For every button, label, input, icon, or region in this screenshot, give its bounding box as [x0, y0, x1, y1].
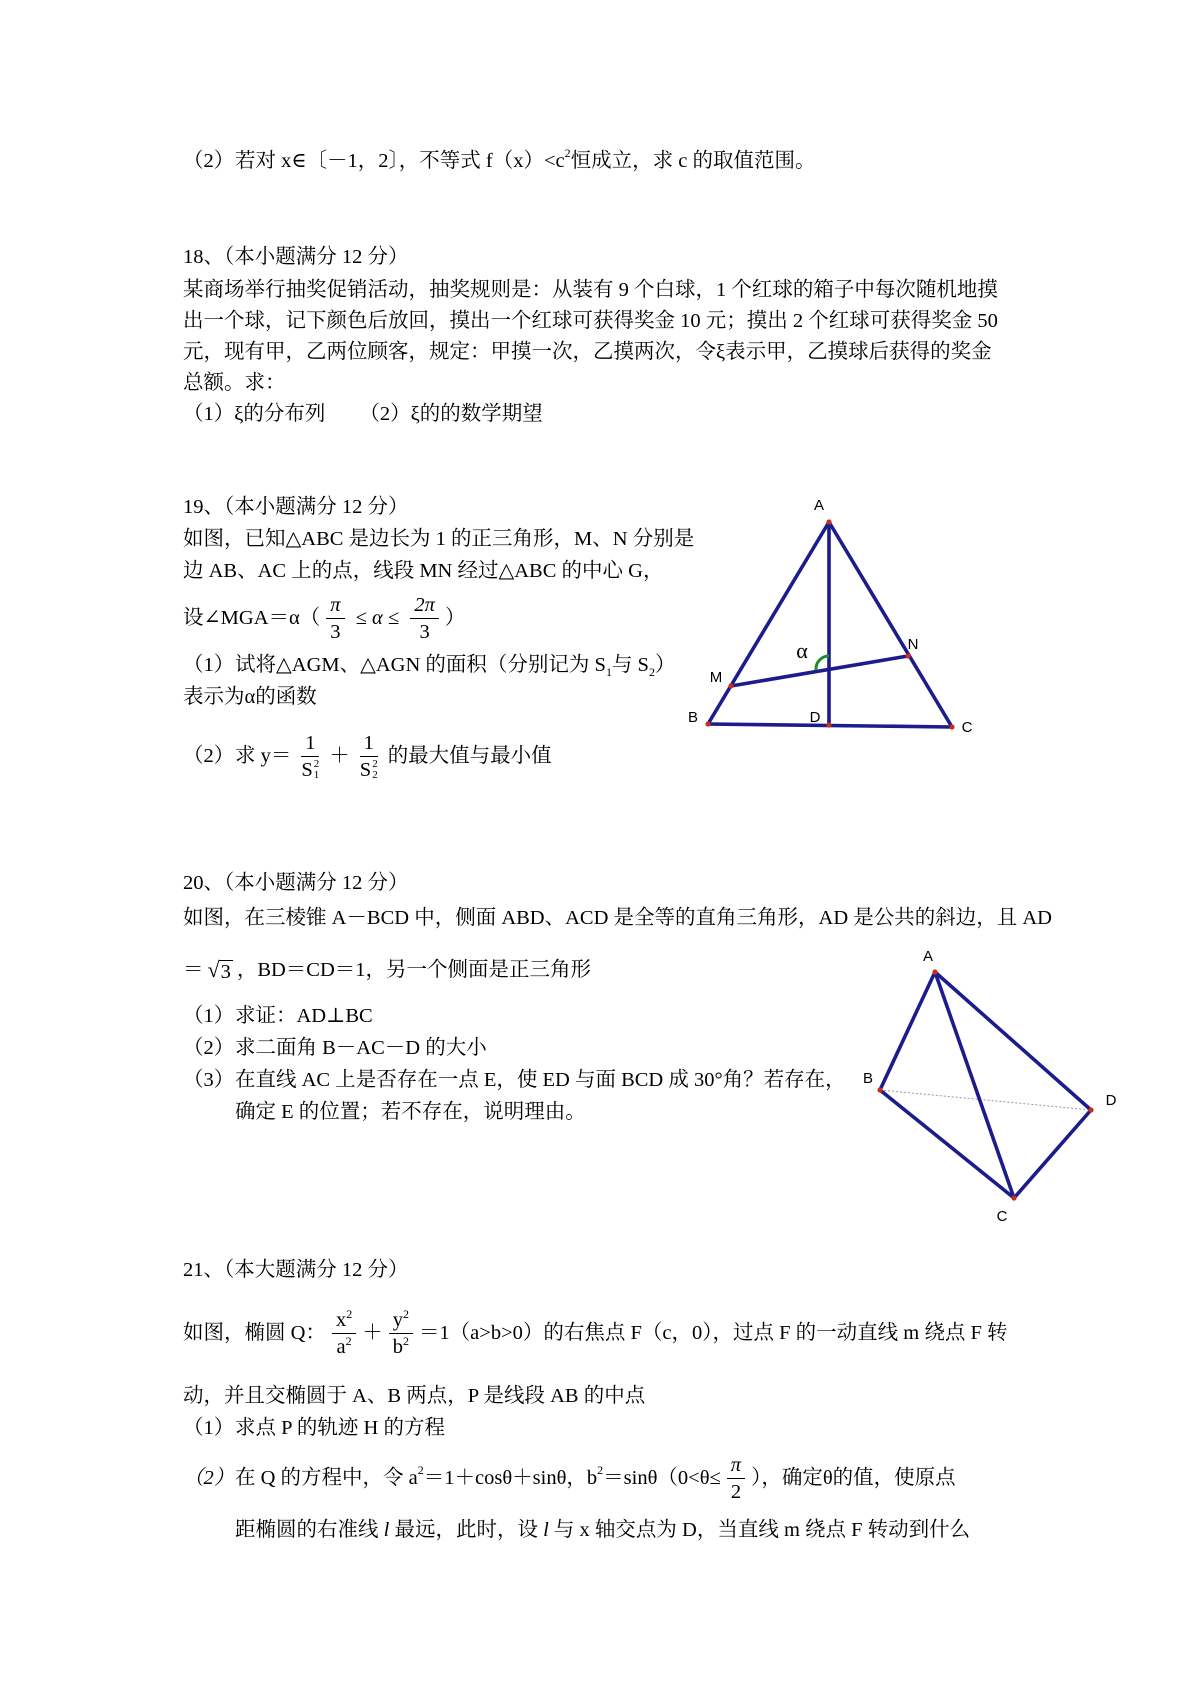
- q21-part1-line: [183, 1412, 445, 1444]
- fraction-numerator: 2π: [410, 593, 439, 619]
- denominator-symbol: S: [359, 758, 372, 781]
- q19-angle-high-fraction: [410, 593, 439, 644]
- q19-body-line: 如图，已知△ABC 是边长为 1 的正三角形，M、N 分别是: [183, 528, 695, 550]
- q20-part1-number: （1）: [183, 1005, 235, 1027]
- q19-part2-line: [183, 726, 552, 786]
- subscript: 2: [372, 768, 378, 781]
- edge-ab: [708, 522, 829, 724]
- superscript: 2: [372, 757, 378, 770]
- numerator-variable: x: [335, 1308, 347, 1331]
- q21-ellipse-line: [183, 1301, 1008, 1365]
- q19-angle-low-fraction: [326, 593, 344, 644]
- directrix-symbol: l: [383, 1519, 390, 1541]
- label-b: B: [862, 1070, 874, 1087]
- q21-suffix: ＝1（a>b>0）的右焦点 F（c，0），过点 F 的一动直线 m 绕点 F 转: [418, 1322, 1008, 1344]
- superscript: 2: [402, 1306, 409, 1321]
- q18-body-line: 某商场举行抽奖促销活动，抽奖规则是：从装有 9 个白球，1 个红球的箱子中每次随机地摸: [183, 279, 998, 301]
- superscript: 2: [597, 1463, 604, 1477]
- label-m: M: [709, 669, 723, 686]
- q18-part2: （2）ξ的的数学期望: [359, 403, 543, 425]
- q19-part2-plus: ＋: [329, 745, 350, 767]
- q20-part3-text: 在直线 AC 上是否存在一点 E，使 ED 与面 BCD 成 30°角？若存在，: [235, 1069, 846, 1091]
- q19-part2-number: （2）: [183, 745, 235, 767]
- superscript: 2: [313, 757, 320, 770]
- sub-sup-pair: [372, 758, 378, 781]
- point-b: [877, 1087, 882, 1092]
- q19-part1-number: （1）: [183, 654, 235, 676]
- q19-term2-fraction: [356, 731, 382, 782]
- q19-angle-suffix: ）: [444, 607, 466, 629]
- point-c: [1011, 1195, 1016, 1200]
- q20-part2-text: 求二面角 B－AC－D 的大小: [235, 1037, 487, 1059]
- fraction-numerator: π: [326, 593, 344, 619]
- superscript: 2: [345, 1333, 352, 1348]
- point-b: [705, 721, 710, 726]
- q19-term1-fraction: [297, 731, 323, 782]
- q21-y-fraction: [389, 1308, 413, 1359]
- q20-part2-number: （2）: [183, 1037, 235, 1059]
- q19-part2-suffix: 的最大值与最小值: [387, 745, 552, 767]
- q19-part1-subscript: 1: [605, 665, 612, 679]
- q19-part1-line: [183, 649, 675, 681]
- q17-part2-exponent: 2: [564, 146, 571, 160]
- q19-part2-prefix: 求 y＝: [235, 745, 292, 767]
- q21-continuation-text: 最远，此时，设: [389, 1519, 544, 1541]
- q19-angle-prefix: 设∠MGA＝α（: [183, 607, 321, 629]
- hidden-edge-bd: [880, 1090, 1091, 1110]
- radicand: 3: [220, 961, 231, 983]
- sub-sup-pair: [314, 758, 320, 781]
- q21-body-line: 动，并且交椭圆于 A、B 两点，P 是线段 AB 的中点: [183, 1385, 646, 1407]
- q21-x-fraction: [332, 1308, 356, 1359]
- q20-tetrahedron-figure: [850, 940, 1130, 1235]
- q20-body-line-2: [183, 950, 591, 990]
- q19-triangle-figure: [680, 490, 990, 740]
- fraction-denominator: [297, 757, 323, 782]
- fraction-numerator: [332, 1308, 356, 1334]
- q21-part2-text: 在 Q 的方程中，令 a: [235, 1467, 418, 1489]
- fraction-numerator: π: [727, 1453, 745, 1479]
- q20-part1-line: [183, 1000, 373, 1032]
- q20-title: 20、（本小题满分 12 分）: [183, 872, 409, 894]
- superscript: 2: [417, 1463, 424, 1477]
- label-c: C: [996, 1208, 1008, 1225]
- fraction-numerator: [389, 1308, 413, 1334]
- numerator-variable: y: [392, 1308, 403, 1331]
- point-m: [728, 683, 733, 688]
- fraction-numerator: 1: [360, 731, 378, 757]
- q21-part2-text: ＝sinθ（0<θ≤: [603, 1467, 721, 1489]
- q20-part3-line: [183, 1064, 846, 1096]
- fraction-denominator: 2: [730, 1480, 742, 1503]
- q19-part1-text: 试将△AGM、△AGN 的面积（分别记为 S: [235, 654, 606, 676]
- point-d: [826, 722, 831, 727]
- radical-sign: √: [207, 957, 220, 982]
- label-alpha: α: [796, 638, 808, 663]
- label-a: A: [813, 497, 825, 514]
- q20-part2-line: [183, 1032, 487, 1064]
- q18-body-line: 元，现有甲，乙两位顾客，规定：甲摸一次，乙摸两次，令ξ表示甲，乙摸球后获得的奖金: [183, 341, 992, 363]
- edge-cd: [1014, 1110, 1091, 1198]
- q21-title: 21、（本大题满分 12 分）: [183, 1259, 409, 1281]
- denominator-symbol: S: [301, 758, 313, 781]
- q19-part1-text: 与 S: [611, 654, 649, 676]
- label-c: C: [961, 719, 973, 736]
- q21-part1-text: 求点 P 的轨迹 H 的方程: [235, 1417, 445, 1439]
- point-c: [949, 724, 954, 729]
- q19-angle-relation: ≤ α ≤: [350, 607, 405, 629]
- point-a: [826, 519, 831, 524]
- q21-part2-text: ），确定θ的值，使原点: [751, 1467, 956, 1489]
- q21-part2-continuation: [235, 1514, 970, 1546]
- superscript: 2: [346, 1306, 353, 1321]
- q17-part2-text-end: 恒成立，求 c 的取值范围。: [570, 150, 816, 172]
- q18-parts-line: [183, 398, 543, 430]
- q19-body-line: 边 AB、AC 上的点，线段 MN 经过△ABC 的中心 G，: [183, 560, 664, 582]
- sqrt-expression: [208, 957, 233, 983]
- q18-body-line: 出一个球，记下颜色后放回，摸出一个红球可获得奖金 10 元；摸出 2 个红球可获得奖金 50: [183, 310, 998, 332]
- fraction-denominator: [333, 1334, 356, 1359]
- q20-body-line: 如图，在三棱锥 A－BCD 中，侧面 ABD、ACD 是全等的直角三角形，AD 是公共的斜边，且 AD: [183, 907, 1052, 929]
- fraction-numerator: 1: [301, 731, 319, 757]
- q19-part1-subscript: 2: [648, 665, 655, 679]
- denominator-variable: a: [336, 1335, 346, 1358]
- point-n: [905, 653, 910, 658]
- q21-part2-text: ＝1＋cosθ＋sinθ，b: [423, 1467, 598, 1489]
- q20-equals: ＝: [183, 959, 204, 981]
- q21-plus: ＋: [362, 1322, 383, 1344]
- label-d: D: [1105, 1092, 1117, 1109]
- superscript: 2: [402, 1333, 409, 1348]
- label-a: A: [922, 948, 934, 965]
- label-b: B: [687, 709, 699, 726]
- q20-part3-number: （3）: [183, 1069, 235, 1091]
- q20-part3-continuation: 确定 E 的位置；若不存在，说明理由。: [235, 1101, 586, 1123]
- edge-ac: [829, 522, 952, 727]
- fraction-denominator: [356, 757, 382, 782]
- fraction-denominator: [389, 1334, 413, 1359]
- edge-ab: [880, 972, 935, 1090]
- q21-continuation-text: 与 x 轴交点为 D，当直线 m 绕点 F 转动到什么: [548, 1519, 971, 1541]
- subscript: 1: [313, 768, 320, 781]
- q21-part2-line: [183, 1450, 956, 1506]
- fraction-denominator: 3: [330, 620, 341, 643]
- q18-title: 18、（本小题满分 12 分）: [183, 246, 409, 268]
- q21-part2-number: （2）: [183, 1467, 235, 1489]
- label-d: D: [809, 709, 821, 726]
- point-a: [932, 969, 937, 974]
- q19-part1-text: ）: [654, 654, 676, 676]
- point-d: [1088, 1107, 1093, 1112]
- q17-part2-line: [183, 145, 816, 177]
- q18-body-line: 总额。求：: [183, 372, 286, 394]
- q21-prefix: 如图，椭圆 Q：: [183, 1322, 326, 1344]
- q21-pi-half-fraction: [727, 1453, 745, 1504]
- q20-body-text: ，BD＝CD＝1，另一个侧面是正三角形: [236, 959, 592, 981]
- q19-angle-range-line: [183, 590, 465, 646]
- q19-part1-continuation: 表示为α的函数: [183, 686, 317, 708]
- q20-part1-text: 求证：AD⊥BC: [235, 1005, 373, 1027]
- denominator-variable: b: [392, 1335, 403, 1358]
- q17-part2-number: （2）: [183, 150, 235, 172]
- label-n: N: [907, 636, 919, 653]
- q18-part1: （1）ξ的分布列: [183, 403, 326, 425]
- q19-title: 19、（本小题满分 12 分）: [183, 496, 409, 518]
- directrix-symbol: l: [543, 1519, 549, 1541]
- q17-part2-text: 若对 x∈〔－1，2〕，不等式 f（x）<c: [235, 150, 565, 172]
- fraction-denominator: 3: [419, 620, 430, 643]
- q21-continuation-text: 距椭圆的右准线: [235, 1519, 384, 1541]
- q21-part1-number: （1）: [183, 1417, 235, 1439]
